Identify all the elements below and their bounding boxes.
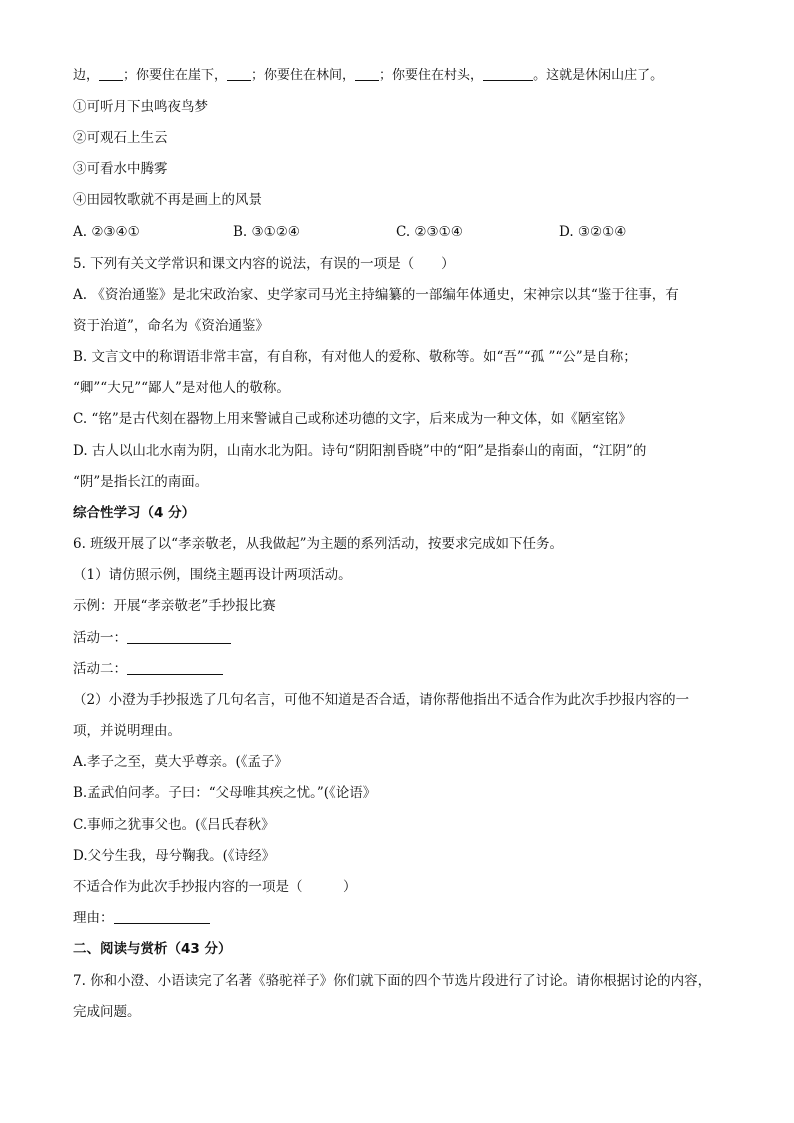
q6-activity-2 xyxy=(73,660,223,678)
q4-option-a: A. ②③④① xyxy=(73,224,140,240)
q4-option-b: B. ③①②④ xyxy=(233,224,300,240)
q6-reason xyxy=(73,909,210,927)
activity-2-blank[interactable] xyxy=(127,660,223,675)
fill-item-2: ②可观石上生云 xyxy=(73,130,168,146)
fill-seg-2: ；你要住在崖下， xyxy=(123,68,228,83)
q6-part2-line2: 项，并说明理由。 xyxy=(73,723,181,739)
section-reading-heading: 二、阅读与赏析（43 分） xyxy=(73,941,232,957)
activity-1-label: 活动一： xyxy=(73,630,127,646)
q5-stem: 5. 下列有关文学常识和课文内容的说法，有误的一项是（ ） xyxy=(73,256,455,272)
q5-option-a-line1: A. 《资治通鉴》是北宋政治家、史学家司马光主持编纂的一部编年体通史，宋神宗以其“鉴于往事，有 xyxy=(73,287,679,303)
q6-part2-line1: （2）小澄为手抄报选了几句名言，可他不知道是否合适，请你帮他指出不适合作为此次手抄报内容的一 xyxy=(73,692,690,708)
q5-option-a-line2: 资于治道”，命名为《资治通鉴》 xyxy=(73,318,269,334)
reason-blank[interactable] xyxy=(114,909,210,924)
section-integrated-heading: 综合性学习（4 分） xyxy=(73,505,196,521)
q6-activity-1 xyxy=(73,629,231,647)
answer-blank-1[interactable] xyxy=(99,66,123,81)
fill-item-1: ①可听月下虫鸣夜鸟梦 xyxy=(73,99,208,115)
activity-1-blank[interactable] xyxy=(127,629,231,644)
reason-label: 理由： xyxy=(73,910,114,926)
q6-option-d: D.父兮生我，母兮鞠我。(《诗经》 xyxy=(73,848,276,864)
q6-option-b: B.孟武伯问孝。子曰：“父母唯其疾之忧。”(《论语》 xyxy=(73,785,377,801)
fill-in-sentence xyxy=(73,66,663,85)
q5-option-c: C. “铭”是古代刻在器物上用来警诫自己或称述功德的文字，后来成为一种文体，如《陋室铭》 xyxy=(73,411,632,427)
answer-blank-2[interactable] xyxy=(227,66,251,81)
q6-part1: （1）请仿照示例，围绕主题再设计两项活动。 xyxy=(73,567,352,583)
answer-blank-4[interactable] xyxy=(483,66,533,81)
answer-blank-3[interactable] xyxy=(355,66,379,81)
q7-line2: 完成问题。 xyxy=(73,1004,141,1020)
fill-seg-5: 。这就是休闲山庄了。 xyxy=(533,68,664,83)
activity-2-label: 活动二： xyxy=(73,661,127,677)
q5-option-d-line1: D. 古人以山北水南为阴，山南水北为阳。诗句“阴阳割昏晓”中的“阳”是指泰山的南面，“江阴”的 xyxy=(73,443,647,459)
fill-seg-4: ；你要住在村头， xyxy=(379,68,484,83)
q4-option-d: D. ③②①④ xyxy=(559,224,627,240)
fill-seg-1: 边， xyxy=(73,68,100,83)
q5-option-b-line2: “卿”“大兄”“鄙人”是对他人的敬称。 xyxy=(73,380,290,396)
q6-option-c: C.事师之犹事父也。(《吕氏春秋》 xyxy=(73,817,275,833)
fill-item-3: ③可看水中腾雾 xyxy=(73,161,168,177)
q6-answer-prompt: 不适合作为此次手抄报内容的一项是（ ） xyxy=(73,879,357,895)
fill-seg-3: ；你要住在林间， xyxy=(251,68,356,83)
q5-option-b-line1: B. 文言文中的称谓语非常丰富，有自称，有对他人的爱称、敬称等。如“吾”“孤 ”“公”是自称； xyxy=(73,349,637,365)
q6-example: 示例：开展“孝亲敬老”手抄报比赛 xyxy=(73,598,276,614)
q6-stem: 6. 班级开展了以“孝亲敬老，从我做起”为主题的系列活动，按要求完成如下任务。 xyxy=(73,536,563,552)
fill-item-4: ④田园牧歌就不再是画上的风景 xyxy=(73,192,262,208)
q4-option-c: C. ②③①④ xyxy=(396,224,463,240)
q6-option-a: A.孝子之至，莫大乎尊亲。(《孟子》 xyxy=(73,754,289,770)
q7-line1: 7. 你和小澄、小语读完了名著《骆驼祥子》你们就下面的四个节选片段进行了讨论。请你根据讨论的内容， xyxy=(73,973,712,989)
q5-option-d-line2: “阴”是指长江的南面。 xyxy=(73,474,209,490)
